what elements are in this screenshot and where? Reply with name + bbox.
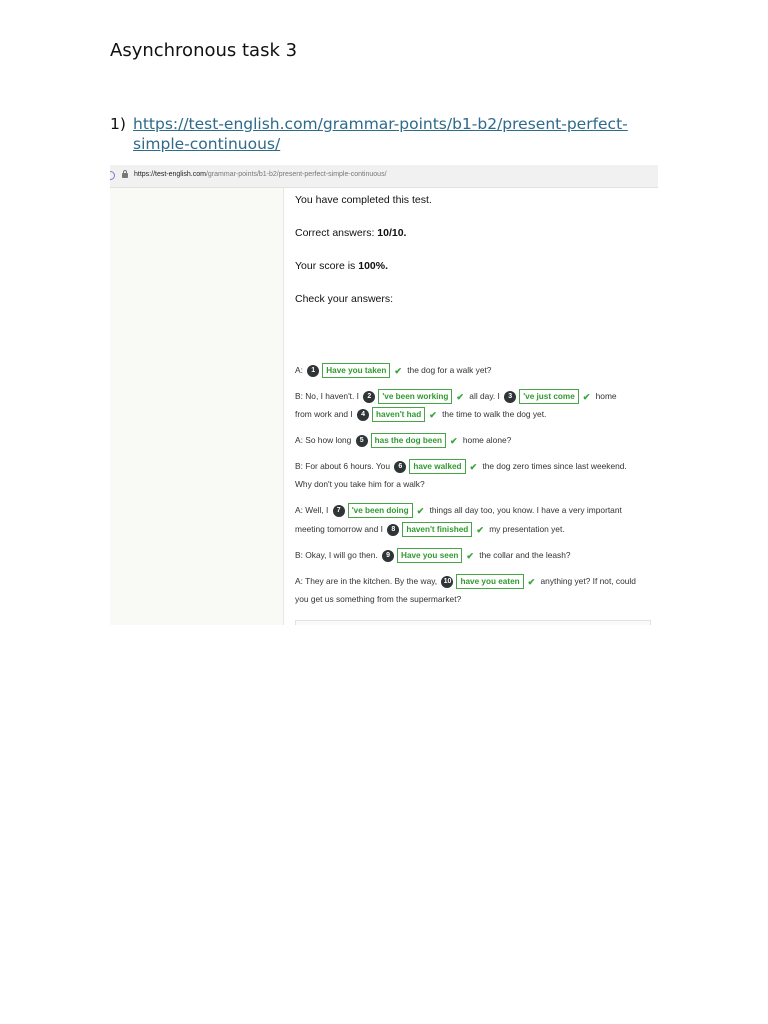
list-number: 1) [110, 115, 126, 133]
address-url [134, 171, 387, 178]
exercise-link-line-2: simple-continuous/ [133, 135, 281, 153]
answer-box: Have you seen [397, 548, 462, 563]
answer-box: 've just come [519, 389, 579, 404]
check-icon: ✔ [450, 435, 458, 446]
check-icon: ✔ [466, 550, 474, 561]
answer-number-badge: 7 [333, 505, 345, 517]
answer-number-badge: 9 [382, 550, 394, 562]
answer-number-badge: 3 [504, 391, 516, 403]
answer-number-badge: 1 [307, 365, 319, 377]
answer-number-badge: 8 [387, 524, 399, 536]
dialogue-line [295, 459, 627, 474]
answer-box: 've been working [378, 389, 452, 404]
dialogue-line [295, 548, 571, 563]
check-icon: ✔ [429, 409, 437, 420]
dialogue-line [295, 522, 565, 537]
dialogue-text: the collar and the leash? [479, 550, 571, 560]
dialogue-line [295, 503, 622, 518]
address-path: /grammar-points/b1-b2/present-perfect-simple-continuous/ [205, 171, 387, 178]
dialogue-text: meeting tomorrow and I [295, 524, 383, 534]
answer-number-badge: 2 [363, 391, 375, 403]
dialogue-line [295, 363, 491, 378]
answer-number-badge: 6 [394, 461, 406, 473]
completed-message: You have completed this test. [295, 194, 432, 206]
correct-answers-line [295, 227, 406, 239]
dialogue-text: home [595, 391, 617, 401]
answer-box: haven't finished [402, 522, 472, 537]
dialogue-text: the dog for a walk yet? [407, 365, 492, 375]
exercise-link[interactable] [133, 114, 653, 154]
answer-box: Have you taken [322, 363, 390, 378]
page-sidebar [110, 188, 284, 625]
check-icon: ✔ [456, 391, 464, 402]
dialogue-text: A: So how long [295, 435, 352, 445]
dialogue-line [295, 433, 511, 448]
embedded-screenshot [110, 165, 658, 625]
dialogue-text: all day. I [469, 391, 500, 401]
dialogue-text: B: For about 6 hours. You [295, 461, 390, 471]
check-icon: ✔ [582, 391, 591, 402]
answer-box: have you eaten [456, 574, 523, 589]
check-icon: ✔ [416, 505, 425, 516]
dialogue-text: from work and I [295, 409, 353, 419]
dialogue-text: anything yet? If not, could [540, 576, 636, 586]
dialogue-text: B: Okay, I will go then. [295, 550, 378, 560]
score-line [295, 260, 388, 272]
dialogue-text: the time to walk the dog yet. [442, 409, 547, 419]
answer-number-badge: 10 [441, 576, 453, 588]
dialogue-text: A: Well, I [295, 505, 329, 515]
dialogue-line [295, 574, 636, 589]
check-icon: ✔ [469, 461, 478, 472]
check-icon: ✔ [476, 524, 484, 535]
correct-answers-value: 10/10. [377, 227, 407, 239]
check-icon: ✔ [527, 576, 536, 587]
dialogue-text: home alone? [462, 435, 512, 445]
dialogue-text: B: No, I haven't. I [295, 391, 359, 401]
dialogue-text: things all day too, you know. I have a very important [429, 505, 622, 515]
answer-box: has the dog been [371, 433, 446, 448]
dialogue-line: Why don't you take him for a walk? [295, 479, 425, 489]
dialogue-text: the dog zero times since last weekend. [482, 461, 627, 471]
answer-box: 've been doing [348, 503, 413, 518]
score-value: 100%. [358, 260, 389, 272]
next-section-box [295, 620, 651, 625]
browser-address-bar [110, 165, 658, 188]
document-title: Asynchronous task 3 [110, 40, 298, 61]
dialogue-text: A: They are in the kitchen. By the way, [295, 576, 438, 586]
test-results [295, 188, 655, 625]
answer-box: haven't had [372, 407, 425, 422]
check-icon: ✔ [394, 365, 402, 376]
dialogue-line [295, 407, 546, 422]
correct-answers-label: Correct answers: [295, 227, 378, 239]
dialogue-line: you get us something from the supermarket? [295, 594, 462, 604]
address-host: https://test-english.com [134, 171, 206, 178]
answer-number-badge: 4 [357, 409, 369, 421]
reload-icon [110, 171, 115, 180]
dialogue-text: A: [295, 365, 303, 375]
exercise-link-line-1: https://test-english.com/grammar-points/b1-b2/present-perfect- [133, 115, 628, 133]
score-label: Your score is [295, 260, 359, 272]
lock-icon [122, 173, 128, 178]
dialogue-line [295, 389, 617, 404]
answer-number-badge: 5 [356, 435, 368, 447]
answer-box: have walked [409, 459, 465, 474]
dialogue-text: my presentation yet. [489, 524, 565, 534]
check-answers-heading: Check your answers: [295, 293, 394, 305]
